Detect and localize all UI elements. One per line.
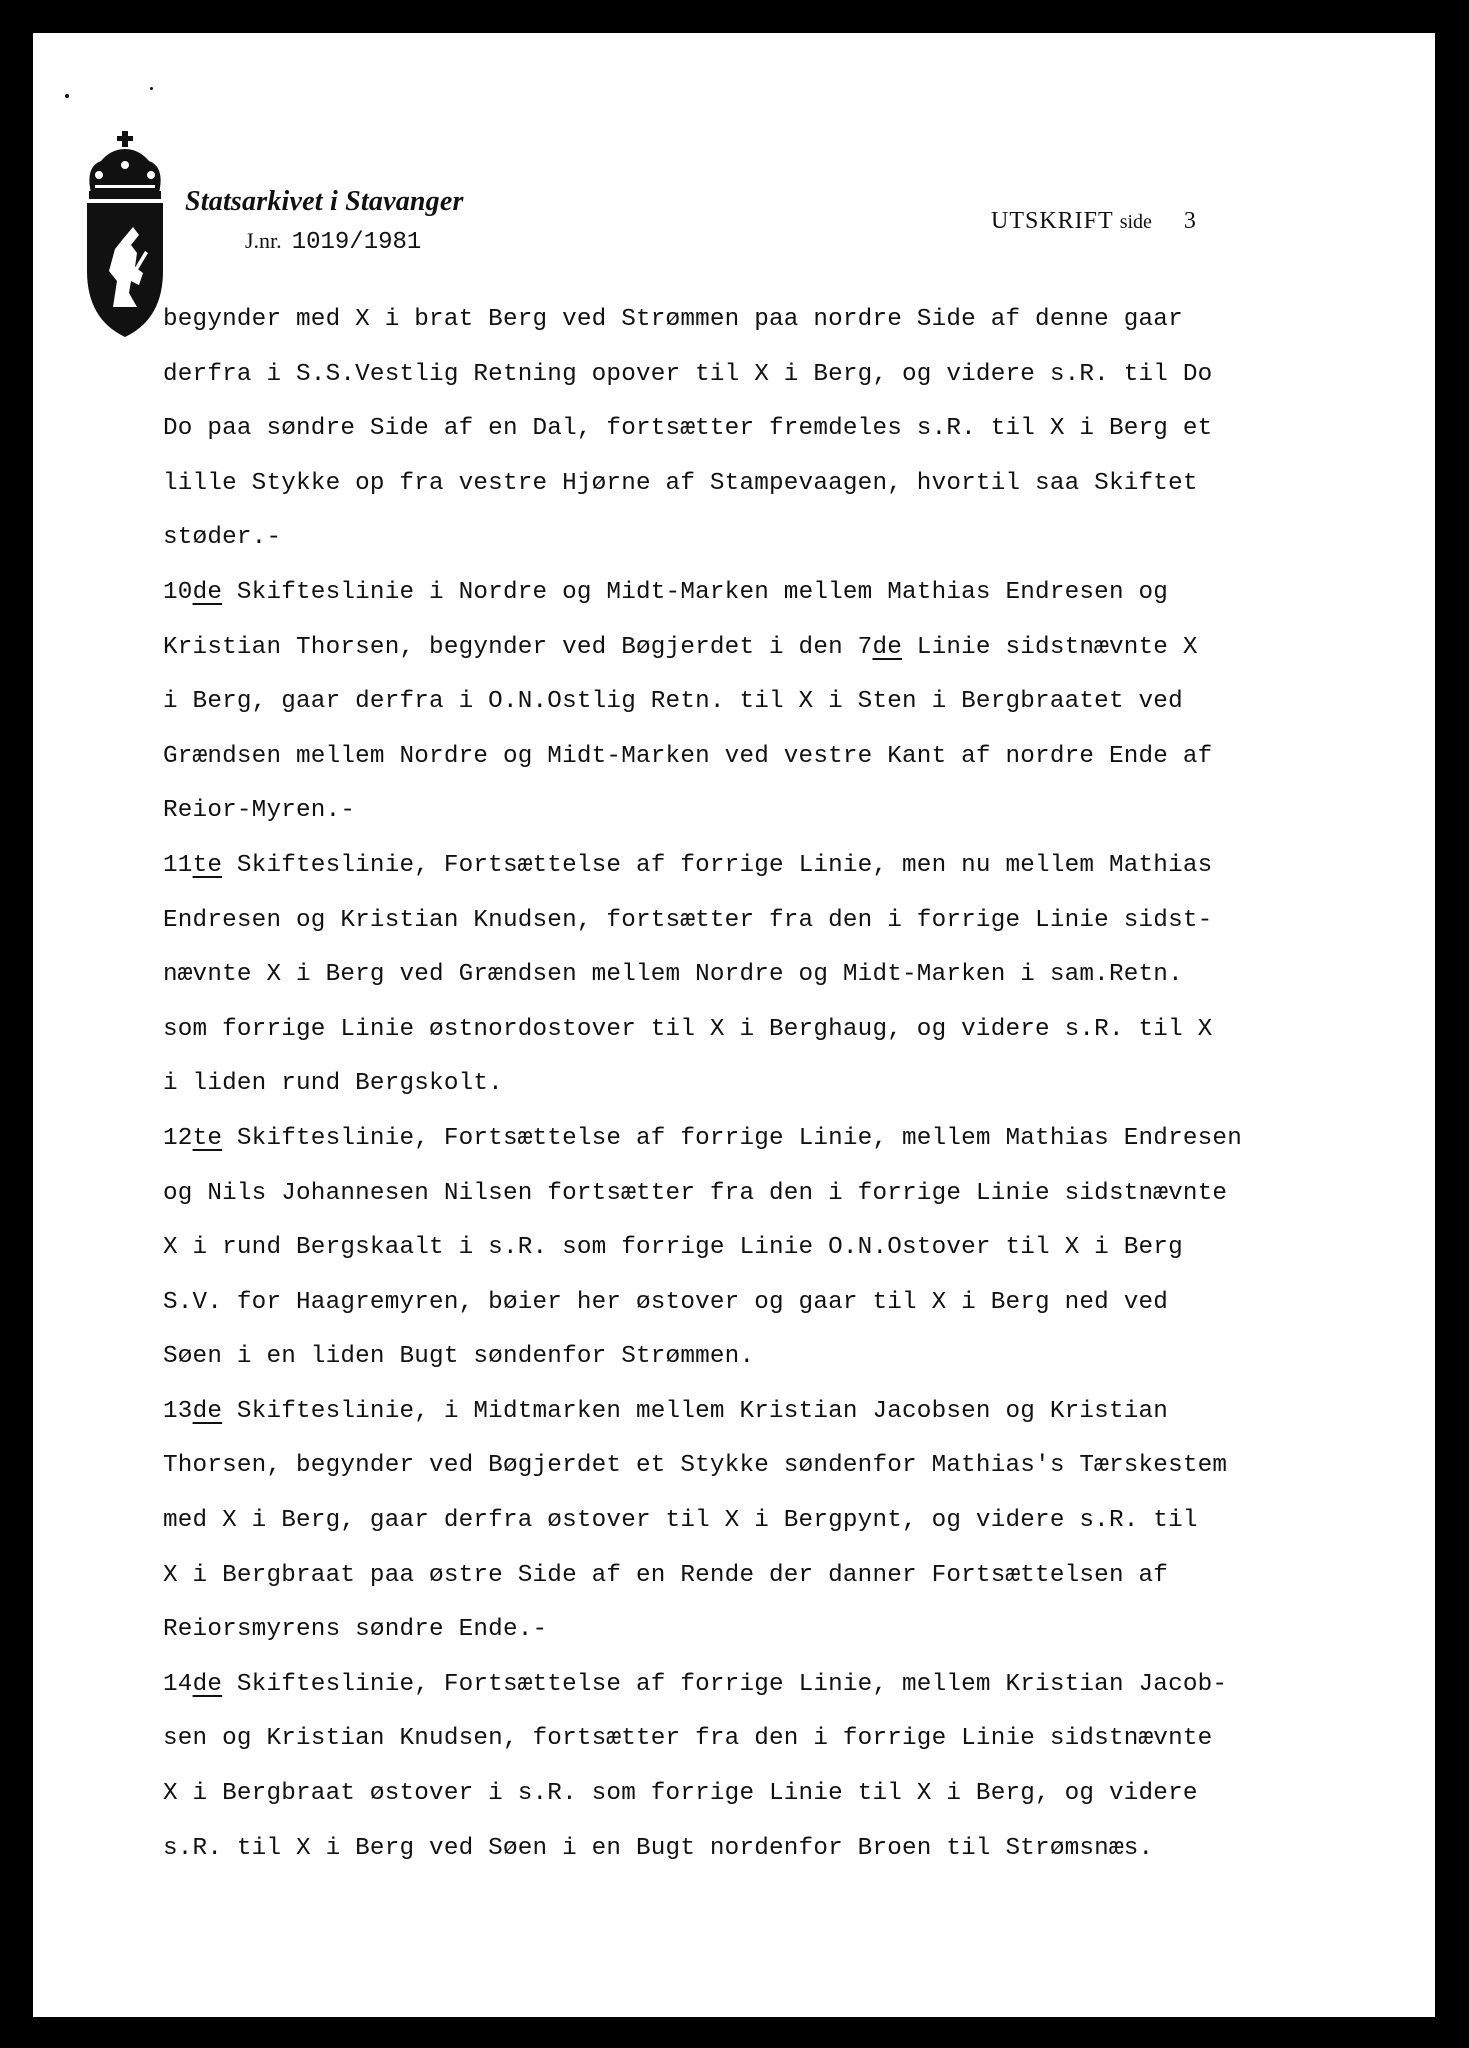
text-line: Søen i en liden Bugt søndenfor Strømmen. [163, 1343, 755, 1371]
text-line: s.R. til X i Berg ved Søen i en Bugt nordenfor Broen til Strømsnæs. [163, 1834, 1154, 1862]
text-line: Grændsen mellem Nordre og Midt-Marken ved vestre Kant af nordre Ende af [163, 742, 1213, 770]
text-line: S.V. for Haagremyren, bøier her østover og gaar til X i Berg ned ved [163, 1288, 1169, 1316]
text-line: og Nils Johannesen Nilsen fortsætter fra den i forrige Linie sidstnævnte [163, 1179, 1228, 1207]
scan-speck [65, 94, 69, 98]
text-line: Do paa søndre Side af en Dal, fortsætter fremdeles s.R. til X i Berg et [163, 415, 1213, 443]
text-line: begynder med X i brat Berg ved Strømmen paa nordre Side af denne gaar [163, 306, 1183, 333]
text-line: Thorsen, begynder ved Bøgjerdet et Stykke søndenfor Mathias's Tærskestem [163, 1452, 1228, 1480]
text-line: derfra i S.S.Vestlig Retning opover til X i Berg, og videre s.R. til Do [163, 360, 1213, 388]
text-line: sen og Kristian Knudsen, fortsætter fra den i forrige Linie sidstnævnte [163, 1725, 1213, 1753]
text-line: 11te Skifteslinie, Fortsættelse af forrige Linie, men nu mellem Mathias [163, 851, 1213, 879]
document-page [33, 33, 1435, 2017]
page-number: 3 [1183, 208, 1197, 234]
text-line: i liden rund Bergskolt. [163, 1070, 503, 1098]
utskrift-label: UTSKRIFT [991, 208, 1114, 234]
side-label: side [1119, 211, 1152, 233]
text-line: i Berg, gaar derfra i O.N.Ostlig Retn. til X i Sten i Bergbraatet ved [163, 688, 1183, 716]
archive-name: Statsarkivet i Stavanger [185, 186, 464, 217]
text-line: lille Stykke op fra vestre Hjørne af Stampevaagen, hvortil saa Skiftet [163, 469, 1198, 497]
coat-of-arms-icon [81, 131, 169, 339]
text-line: Endresen og Kristian Knudsen, fortsætter fra den i forrige Linie sidst- [163, 906, 1213, 934]
journal-label: J.nr. [245, 228, 282, 253]
text-line: X i rund Bergskaalt i s.R. som forrige Linie O.N.Ostover til X i Berg [163, 1234, 1183, 1262]
text-line: X i Bergbraat paa østre Side af en Rende der danner Fortsættelsen af [163, 1561, 1169, 1589]
text-line: Reiorsmyrens søndre Ende.- [163, 1616, 548, 1644]
journal-number [245, 227, 421, 256]
journal-number-value: 1019/1981 [291, 229, 422, 256]
text-line: 14de Skifteslinie, Fortsættelse af forrige Linie, mellem Kristian Jacob- [163, 1670, 1228, 1698]
text-line: 13de Skifteslinie, i Midtmarken mellem Kristian Jacobsen og Kristian [163, 1397, 1169, 1425]
text-line: X i Bergbraat østover i s.R. som forrige Linie til X i Berg, og videre [163, 1780, 1198, 1808]
text-line: med X i Berg, gaar derfra østover til X i Bergpynt, og videre s.R. til [163, 1507, 1198, 1535]
document-body [163, 293, 1413, 1876]
text-line: Reior-Myren.- [163, 797, 356, 825]
text-line: Kristian Thorsen, begynder ved Bøgjerdet i den 7de Linie sidstnævnte X [163, 633, 1198, 661]
text-line: nævnte X i Berg ved Grændsen mellem Nordre og Midt-Marken i sam.Retn. [163, 961, 1183, 989]
text-line: støder.- [163, 524, 282, 552]
text-line: 10de Skifteslinie i Nordre og Midt-Marken mellem Mathias Endresen og [163, 578, 1169, 606]
text-line: som forrige Linie østnordostover til X i Berghaug, og videre s.R. til X [163, 1015, 1213, 1043]
transcript-header [991, 208, 1197, 235]
scan-speck [150, 87, 153, 90]
text-line: 12te Skifteslinie, Fortsættelse af forrige Linie, mellem Mathias Endresen [163, 1124, 1242, 1152]
